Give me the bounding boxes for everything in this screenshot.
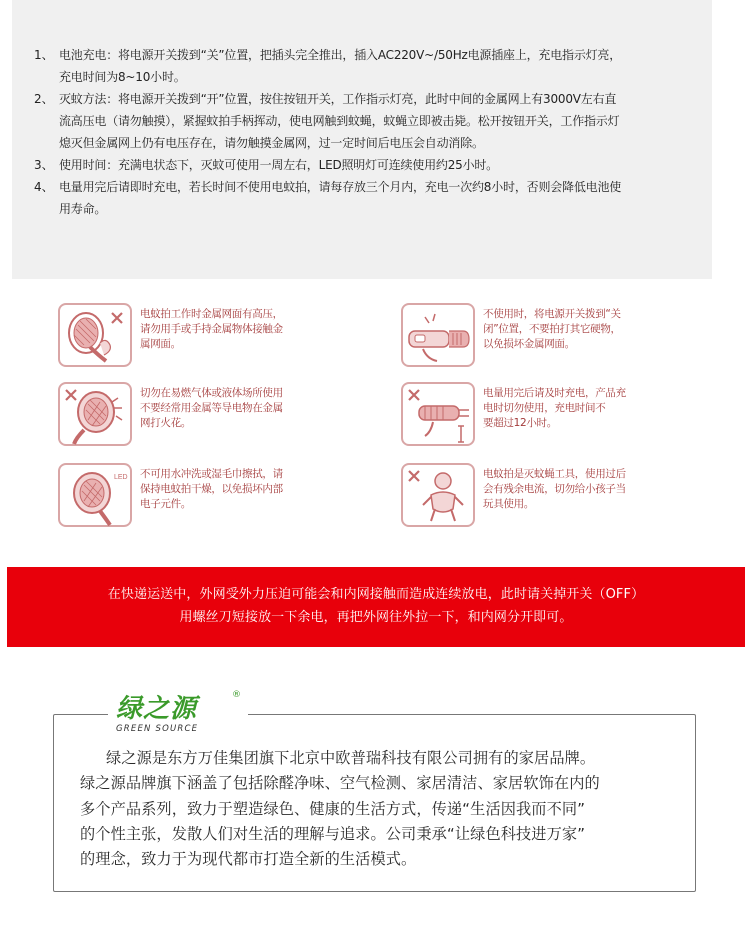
warning-card [58,303,318,367]
brand-logo [108,690,248,740]
warning-line: 属网面。 [140,338,181,350]
instruction-item [34,176,706,220]
instruction-item [34,88,706,154]
brand-line: 绿之源是东方万佳集团旗下北京中欧普瑞科技有限公司拥有的家居品牌。 [106,749,596,767]
instruction-text [59,176,706,220]
instruction-line: 使用时间：充满电状态下，灭蚊可使用一周左右，LED照明灯可连续使用约25小时。 [59,158,498,172]
racket-hand-warning-icon [58,303,132,367]
banner-line: 用螺丝刀短接放一下余电，再把外网往外拉一下，和内网分开即可。 [179,610,573,625]
warning-card [401,303,661,367]
switch-off-icon [401,303,475,367]
registered-mark: ® [232,690,241,700]
instruction-text [59,154,706,176]
led-label: LED [114,474,128,481]
warning-line: 闭”位置，不要拍打其它硬物， [483,323,621,335]
instruction-line: 电量用完后请即时充电，若长时间不使用电蚊拍，请每存放三个月内，充电一次约8小时，否则会降低电池使 [59,180,622,194]
instruction-text [59,88,706,154]
instruction-number: 2、 [34,92,54,106]
instruction-number: 4、 [34,180,54,194]
no-water-icon [58,463,132,527]
warning-line: 玩具使用。 [483,498,534,510]
warning-line: 会有残余电流，切勿给小孩子当 [483,483,626,495]
banner-line: 在快递运送中，外网受外力压迫可能会和内网接触而造成连续放电，此时请关掉开关（OFF） [107,587,645,602]
warning-line: 切勿在易燃气体或液体场所使用 [140,387,283,399]
warning-text [483,467,653,512]
warning-card [401,463,661,527]
warning-text [483,386,653,431]
instruction-text [59,44,706,88]
warning-card [58,463,318,527]
brand-description [80,746,700,872]
warning-line: 要超过12小时。 [483,417,557,429]
brand-line: 绿之源品牌旗下涵盖了包括除醛净味、空气检测、家居清洁、家居软饰在内的 [80,774,600,793]
warning-line: 保持电蚊拍干燥，以免损坏内部 [140,483,283,495]
warning-card [58,382,318,446]
logo-english-name: GREEN SOURCE [116,724,199,734]
no-flammable-icon [58,382,132,446]
warning-line: 以免损坏金属网面。 [483,338,575,350]
instruction-item [34,44,706,88]
warning-text [140,386,310,431]
instruction-list [34,44,706,220]
warning-line: 不使用时，将电源开关拨到“关 [483,308,621,320]
brand-line: 多个产品系列，致力于塑造绿色、健康的生活方式，传递“生活因我而不同” [80,799,586,818]
warning-text [140,467,310,512]
warning-line: 电蚊拍工作时金属网面有高压， [140,308,283,320]
instruction-line: 熄灭但金属网上仍有电压存在，请勿触摸金属网，过一定时间后电压会自动消除。 [59,136,484,150]
warning-line: 电子元件。 [140,498,191,510]
warning-card [401,382,661,446]
instruction-number: 3、 [34,158,54,172]
warning-line: 请勿用手或手持金属物体接触金 [140,323,283,335]
warning-line: 不要经常用金属等导电物在金属 [140,402,283,414]
warning-line: 电量用完后请及时充电，产品充 [483,387,626,399]
instruction-line: 用寿命。 [59,202,107,216]
usage-instructions-panel [12,0,712,279]
brand-line: 的个性主张，发散人们对生活的理解与追求。公司秉承“让绿色科技进万家” [80,824,586,843]
safety-warnings-panel [12,281,738,567]
instruction-line: 充电时间为8~10小时。 [59,70,186,84]
instruction-number: 1、 [34,48,54,62]
logo-chinese-name: 绿之源 [116,694,198,724]
warning-text [140,307,310,352]
warning-text [483,307,653,352]
instruction-item [34,154,706,176]
charging-icon [401,382,475,446]
warning-line: 网打火花。 [140,417,191,429]
brand-line: 的理念，致力于为现代都市打造全新的生活模式。 [80,850,417,869]
warning-line: 电蚊拍是灭蚊蝇工具，使用过后 [483,468,626,480]
no-children-icon [401,463,475,527]
instruction-line: 灭蚊方法：将电源开关拨到“开”位置，按住按钮开关，工作指示灯亮，此时中间的金属网上有3000V左右直 [59,92,617,106]
shipping-notice-banner [7,567,745,647]
warning-line: 电时切勿使用，充电时间不 [483,402,606,414]
warning-line: 不可用水冲洗或湿毛巾擦拭，请 [140,468,283,480]
instruction-line: 电池充电：将电源开关拨到“关”位置，把插头完全推出，插入AC220V~/50Hz电源插座上，充电指示灯亮， [59,48,622,62]
instruction-line: 流高压电（请勿触摸），紧握蚊拍手柄挥动，使电网触到蚊蝇，蚊蝇立即被击毙。松开按钮开关，工作指示灯 [59,114,620,128]
